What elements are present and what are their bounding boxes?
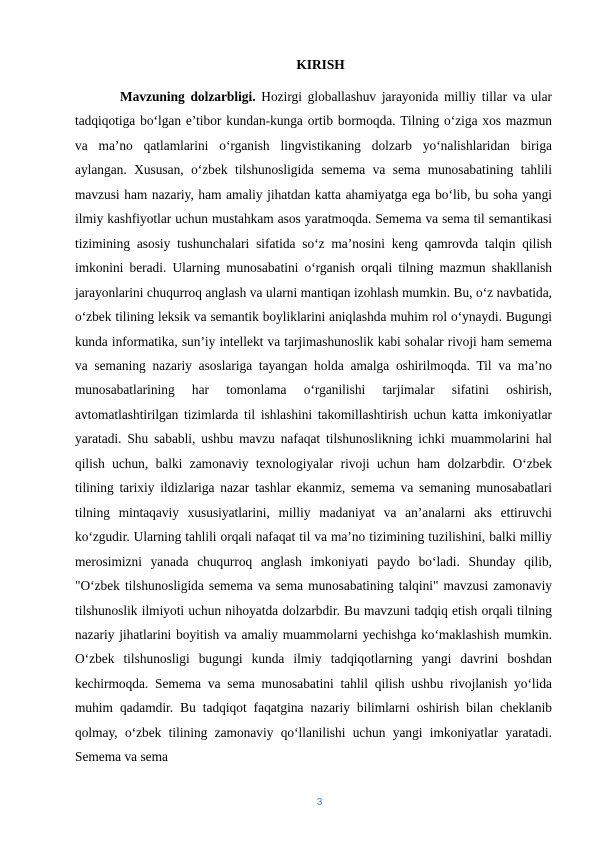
section-heading: KIRISH [296,57,345,72]
paragraph-lead: Mavzuning dolzarbligi. [120,89,256,104]
body-paragraph [75,85,552,770]
page-number: 3 [316,797,323,808]
paragraph-body: Hozirgi globallashuv jarayonida milliy tillar va ular tadqiqotiga bo‘lgan e’tibor kundan-kunga ortib bormoqda. Tilning o‘ziga xos mazmun va ma’no qatlamlarini o‘rganish lingvistikaning dolzarb yo‘nalishlaridan biriga aylangan. Xususan, o‘zbek tilshunosligida semema va sema munosabatining tahlili mavzusi ham nazariy, ham amaliy jihatdan katta ahamiyatga ega bo‘lib, bu soha yangi ilmiy kashfiyotlar uchun mustahkam asos yaratmoqda. Semema va sema til semantikasi tizimining asosiy tushunchalari sifatida so‘z ma’nosini keng qamrovda talqin qilish imkonini beradi. Ularning munosabatini o‘rganish orqali tilning mazmun shakllanish jarayonlarini chuqurroq anglash va ularni mantiqan izohlash mumkin. Bu, o‘z navbatida, o‘zbek tilining leksik va semantik boyliklarini aniqlashda muhim rol o‘ynaydi. Bugungi kunda informatika, sun’iy intellekt va tarjimashunoslik kabi sohalar rivoji ham semema va semaning nazariy asoslariga tayangan holda amalga oshirilmoqda. Til va ma’no munosabatlarining har tomonlama o‘rganilishi tarjimalar sifatini oshirish, avtomatlashtirilgan tizimlarda til ishlashini takomillashtirish uchun katta imkoniyatlar yaratadi. Shu sababli, ushbu mavzu nafaqat tilshunoslikning ichki muammolarini hal qilish uchun, balki zamonaviy texnologiyalar rivoji uchun ham dolzarbdir. O‘zbek tilining tarixiy ildizlariga nazar tashlar ekanmiz, semema va semaning munosabatlari tilning mintaqaviy xususiyatlarini, milliy madaniyat va an’analarni aks ettiruvchi ko‘zgudir. Ularning tahlili orqali nafaqat til va ma’no tizimining tuzilishini, balki milliy merosimizni yanada chuqurroq anglash imkoniyati paydo bo‘ladi. Shunday qilib, "O‘zbek tilshunosligida semema va sema munosabatining talqini" mavzusi zamonaviy tilshunoslik ilmiyoti uchun nihoyatda dolzarbdir. Bu mavzuni tadqiq etish orqali tilning nazariy jihatlarini boyitish va amaliy muammolarni yechishga ko‘maklashish mumkin. O‘zbek tilshunosligi bugungi kunda ilmiy tadqiqotlarning yangi davrini boshdan kechirmoqda. Semema va sema munosabatini tahlil qilish ushbu rivojlanish yo‘lida muhim qadamdir. Bu tadqiqot faqatgina nazariy bilimlarni oshirish bilan cheklanib qolmay, o‘zbek tilining zamonaviy qo‘llanilishi uchun yangi imkoniyatlar yaratadi. Semema va sema [75,89,552,765]
